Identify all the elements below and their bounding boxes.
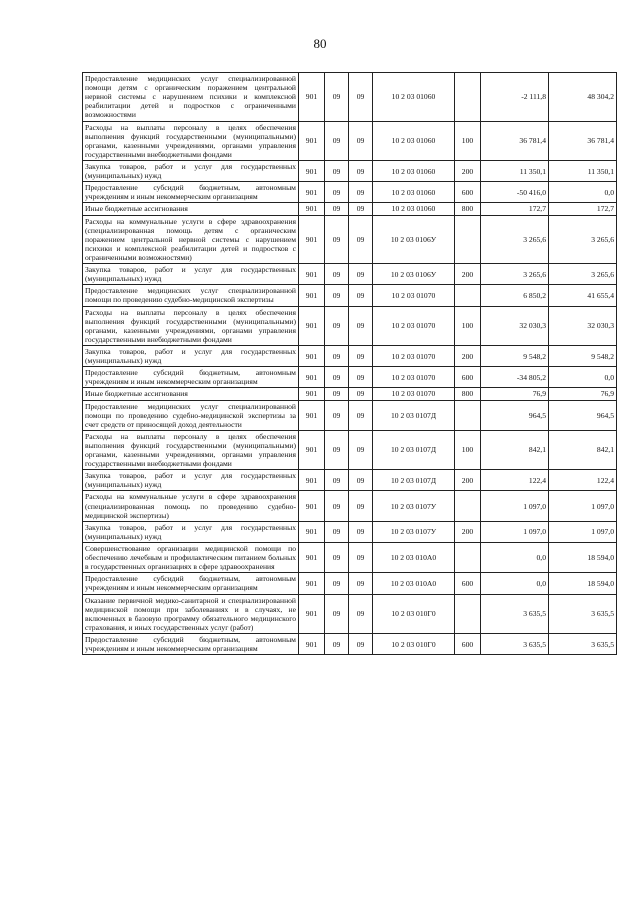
section-code-cell: 09 <box>325 400 349 430</box>
amount-change-cell: 0,0 <box>481 543 549 573</box>
table-row <box>83 285 617 306</box>
target-article-cell: 10 2 03 0107Д <box>373 430 455 469</box>
expense-type-cell: 100 <box>455 121 481 160</box>
subsection-code-cell: 09 <box>349 203 373 215</box>
table-row <box>83 215 617 264</box>
amount-total-cell: 18 594,0 <box>549 573 617 594</box>
amount-change-cell: 122,4 <box>481 470 549 491</box>
section-code-cell: 09 <box>325 543 349 573</box>
grbs-code-cell: 901 <box>299 367 325 388</box>
grbs-code-cell: 901 <box>299 521 325 542</box>
amount-change-cell: 3 265,6 <box>481 264 549 285</box>
grbs-code-cell: 901 <box>299 491 325 521</box>
expense-name-cell: Закупка товаров, работ и услуг для государственных (муниципальных) нужд <box>83 345 299 366</box>
expense-type-cell: 200 <box>455 264 481 285</box>
amount-total-cell: 3 265,6 <box>549 215 617 264</box>
grbs-code-cell: 901 <box>299 264 325 285</box>
target-article-cell: 10 2 03 010Г0 <box>373 634 455 655</box>
expense-name-cell: Предоставление медицинских услуг специализированной помощи по проведению судебно-медицинской экспертизы за счет средств от приносящей доход деятельности <box>83 400 299 430</box>
expense-name-cell: Расходы на выплаты персоналу в целях обеспечения выполнения функций государственными (муниципальными) органами, казенными учреждениями, органами управления государственными внебюджетными фондами <box>83 430 299 469</box>
amount-change-cell: 172,7 <box>481 203 549 215</box>
expense-name-cell: Закупка товаров, работ и услуг для государственных (муниципальных) нужд <box>83 160 299 181</box>
target-article-cell: 10 2 03 0107У <box>373 491 455 521</box>
grbs-code-cell: 901 <box>299 543 325 573</box>
amount-change-cell: 3 635,5 <box>481 594 549 633</box>
amount-total-cell: 9 548,2 <box>549 345 617 366</box>
amount-total-cell: 842,1 <box>549 430 617 469</box>
expense-name-cell: Иные бюджетные ассигнования <box>83 203 299 215</box>
section-code-cell: 09 <box>325 182 349 203</box>
amount-total-cell: 41 655,4 <box>549 285 617 306</box>
amount-total-cell: 0,0 <box>549 182 617 203</box>
grbs-code-cell: 901 <box>299 345 325 366</box>
grbs-code-cell: 901 <box>299 470 325 491</box>
target-article-cell: 10 2 03 01070 <box>373 388 455 400</box>
expense-type-cell: 600 <box>455 182 481 203</box>
subsection-code-cell: 09 <box>349 430 373 469</box>
expense-type-cell <box>455 215 481 264</box>
amount-change-cell: -2 111,8 <box>481 73 549 122</box>
table-row <box>83 543 617 573</box>
section-code-cell: 09 <box>325 367 349 388</box>
grbs-code-cell: 901 <box>299 121 325 160</box>
expense-type-cell <box>455 400 481 430</box>
amount-total-cell: 76,9 <box>549 388 617 400</box>
amount-change-cell: 6 850,2 <box>481 285 549 306</box>
amount-change-cell: 3 635,5 <box>481 634 549 655</box>
expense-type-cell: 100 <box>455 306 481 345</box>
amount-change-cell: 36 781,4 <box>481 121 549 160</box>
amount-total-cell: 172,7 <box>549 203 617 215</box>
page-number: 80 <box>313 36 327 51</box>
target-article-cell: 10 2 03 0107У <box>373 521 455 542</box>
table-row <box>83 73 617 122</box>
amount-total-cell: 36 781,4 <box>549 121 617 160</box>
grbs-code-cell: 901 <box>299 215 325 264</box>
section-code-cell: 09 <box>325 345 349 366</box>
section-code-cell: 09 <box>325 285 349 306</box>
amount-change-cell: 3 265,6 <box>481 215 549 264</box>
table-row <box>83 491 617 521</box>
amount-change-cell: -34 805,2 <box>481 367 549 388</box>
target-article-cell: 10 2 03 01070 <box>373 306 455 345</box>
subsection-code-cell: 09 <box>349 573 373 594</box>
amount-total-cell: 122,4 <box>549 470 617 491</box>
expense-type-cell: 600 <box>455 367 481 388</box>
section-code-cell: 09 <box>325 73 349 122</box>
budget-table <box>82 72 617 655</box>
target-article-cell: 10 2 03 010Г0 <box>373 594 455 633</box>
section-code-cell: 09 <box>325 594 349 633</box>
subsection-code-cell: 09 <box>349 543 373 573</box>
subsection-code-cell: 09 <box>349 182 373 203</box>
amount-change-cell: 76,9 <box>481 388 549 400</box>
section-code-cell: 09 <box>325 521 349 542</box>
target-article-cell: 10 2 03 010А0 <box>373 573 455 594</box>
table-row <box>83 470 617 491</box>
target-article-cell: 10 2 03 0106У <box>373 215 455 264</box>
expense-type-cell: 100 <box>455 430 481 469</box>
expense-name-cell: Предоставление субсидий бюджетным, автономным учреждениям и иным некоммерческим организациям <box>83 573 299 594</box>
subsection-code-cell: 09 <box>349 470 373 491</box>
grbs-code-cell: 901 <box>299 285 325 306</box>
expense-type-cell: 800 <box>455 203 481 215</box>
grbs-code-cell: 901 <box>299 400 325 430</box>
section-code-cell: 09 <box>325 430 349 469</box>
target-article-cell: 10 2 03 0106У <box>373 264 455 285</box>
grbs-code-cell: 901 <box>299 634 325 655</box>
subsection-code-cell: 09 <box>349 345 373 366</box>
amount-total-cell: 3 635,5 <box>549 634 617 655</box>
section-code-cell: 09 <box>325 573 349 594</box>
table-row <box>83 203 617 215</box>
expense-name-cell: Расходы на выплаты персоналу в целях обеспечения выполнения функций государственными (муниципальными) органами, казенными учреждениями, органами управления государственными внебюджетными фондами <box>83 121 299 160</box>
expense-name-cell: Совершенствование организации медицинской помощи по обеспечению лечебным и профилактическим питанием больных в государственных организациях в сфере здравоохранения <box>83 543 299 573</box>
target-article-cell: 10 2 03 0107Д <box>373 470 455 491</box>
subsection-code-cell: 09 <box>349 160 373 181</box>
table-row <box>83 121 617 160</box>
expense-type-cell: 200 <box>455 521 481 542</box>
section-code-cell: 09 <box>325 470 349 491</box>
target-article-cell: 10 2 03 01060 <box>373 121 455 160</box>
target-article-cell: 10 2 03 01060 <box>373 73 455 122</box>
grbs-code-cell: 901 <box>299 388 325 400</box>
table-row <box>83 430 617 469</box>
section-code-cell: 09 <box>325 264 349 285</box>
subsection-code-cell: 09 <box>349 594 373 633</box>
target-article-cell: 10 2 03 01060 <box>373 160 455 181</box>
expense-type-cell <box>455 73 481 122</box>
amount-change-cell: 0,0 <box>481 573 549 594</box>
amount-change-cell: 1 097,0 <box>481 521 549 542</box>
subsection-code-cell: 09 <box>349 215 373 264</box>
amount-change-cell: 9 548,2 <box>481 345 549 366</box>
subsection-code-cell: 09 <box>349 306 373 345</box>
expense-type-cell <box>455 543 481 573</box>
expense-name-cell: Иные бюджетные ассигнования <box>83 388 299 400</box>
amount-total-cell: 32 030,3 <box>549 306 617 345</box>
subsection-code-cell: 09 <box>349 400 373 430</box>
subsection-code-cell: 09 <box>349 121 373 160</box>
amount-change-cell: 1 097,0 <box>481 491 549 521</box>
expense-type-cell: 200 <box>455 470 481 491</box>
grbs-code-cell: 901 <box>299 430 325 469</box>
expense-name-cell: Предоставление субсидий бюджетным, автономным учреждениям и иным некоммерческим организациям <box>83 634 299 655</box>
section-code-cell: 09 <box>325 388 349 400</box>
expense-name-cell: Закупка товаров, работ и услуг для государственных (муниципальных) нужд <box>83 521 299 542</box>
subsection-code-cell: 09 <box>349 264 373 285</box>
table-row <box>83 345 617 366</box>
amount-change-cell: 842,1 <box>481 430 549 469</box>
subsection-code-cell: 09 <box>349 73 373 122</box>
expense-type-cell <box>455 285 481 306</box>
section-code-cell: 09 <box>325 634 349 655</box>
grbs-code-cell: 901 <box>299 594 325 633</box>
target-article-cell: 10 2 03 010А0 <box>373 543 455 573</box>
expense-type-cell: 200 <box>455 160 481 181</box>
table-row <box>83 594 617 633</box>
table-row <box>83 521 617 542</box>
table-row <box>83 306 617 345</box>
amount-total-cell: 3 265,6 <box>549 264 617 285</box>
target-article-cell: 10 2 03 01070 <box>373 367 455 388</box>
amount-change-cell: 964,5 <box>481 400 549 430</box>
table-row <box>83 367 617 388</box>
expense-type-cell <box>455 594 481 633</box>
grbs-code-cell: 901 <box>299 306 325 345</box>
grbs-code-cell: 901 <box>299 160 325 181</box>
grbs-code-cell: 901 <box>299 182 325 203</box>
subsection-code-cell: 09 <box>349 491 373 521</box>
expense-name-cell: Расходы на коммунальные услуги в сфере здравоохранения (специализированная помощь детям с органическим поражением центральной нервной системы с нарушением психики и комплексной реабилитации детей и подростков с ограниченными возможностями) <box>83 215 299 264</box>
table-row <box>83 160 617 181</box>
amount-total-cell: 3 635,5 <box>549 594 617 633</box>
expense-name-cell: Предоставление субсидий бюджетным, автономным учреждениям и иным некоммерческим организациям <box>83 182 299 203</box>
section-code-cell: 09 <box>325 491 349 521</box>
subsection-code-cell: 09 <box>349 634 373 655</box>
amount-change-cell: -50 416,0 <box>481 182 549 203</box>
section-code-cell: 09 <box>325 121 349 160</box>
grbs-code-cell: 901 <box>299 573 325 594</box>
grbs-code-cell: 901 <box>299 73 325 122</box>
expense-name-cell: Предоставление медицинских услуг специализированной помощи детям с органическим поражением центральной нервной системы с нарушением психики и комплексной реабилитации детей и подростков с ограниченными возможностями <box>83 73 299 122</box>
target-article-cell: 10 2 03 0107Д <box>373 400 455 430</box>
subsection-code-cell: 09 <box>349 388 373 400</box>
expense-type-cell: 200 <box>455 345 481 366</box>
amount-total-cell: 11 350,1 <box>549 160 617 181</box>
table-row <box>83 264 617 285</box>
expense-type-cell: 600 <box>455 573 481 594</box>
amount-total-cell: 0,0 <box>549 367 617 388</box>
expense-type-cell <box>455 491 481 521</box>
table-row <box>83 573 617 594</box>
amount-total-cell: 964,5 <box>549 400 617 430</box>
section-code-cell: 09 <box>325 306 349 345</box>
target-article-cell: 10 2 03 01070 <box>373 285 455 306</box>
expense-name-cell: Оказание первичной медико-санитарной и специализированной медицинской помощи при заболеваниях и в случаях, не включенных в базовую программу обязательного медицинского страхования, и иных государственных услуг (работ) <box>83 594 299 633</box>
target-article-cell: 10 2 03 01060 <box>373 203 455 215</box>
amount-total-cell: 1 097,0 <box>549 491 617 521</box>
table-row <box>83 400 617 430</box>
amount-total-cell: 1 097,0 <box>549 521 617 542</box>
amount-change-cell: 32 030,3 <box>481 306 549 345</box>
table-row <box>83 182 617 203</box>
expense-type-cell: 600 <box>455 634 481 655</box>
subsection-code-cell: 09 <box>349 285 373 306</box>
subsection-code-cell: 09 <box>349 367 373 388</box>
grbs-code-cell: 901 <box>299 203 325 215</box>
target-article-cell: 10 2 03 01060 <box>373 182 455 203</box>
amount-total-cell: 48 304,2 <box>549 73 617 122</box>
expense-name-cell: Предоставление медицинских услуг специализированной помощи по проведению судебно-медицинской экспертизы <box>83 285 299 306</box>
expense-name-cell: Закупка товаров, работ и услуг для государственных (муниципальных) нужд <box>83 264 299 285</box>
subsection-code-cell: 09 <box>349 521 373 542</box>
table-body <box>83 73 617 655</box>
expense-name-cell: Расходы на коммунальные услуги в сфере здравоохранения (специализированная помощь по проведению судебно-медицинской экспертизы) <box>83 491 299 521</box>
section-code-cell: 09 <box>325 203 349 215</box>
target-article-cell: 10 2 03 01070 <box>373 345 455 366</box>
section-code-cell: 09 <box>325 215 349 264</box>
expense-name-cell: Закупка товаров, работ и услуг для государственных (муниципальных) нужд <box>83 470 299 491</box>
amount-total-cell: 18 594,0 <box>549 543 617 573</box>
table-row <box>83 634 617 655</box>
table-row <box>83 388 617 400</box>
expense-name-cell: Расходы на выплаты персоналу в целях обеспечения выполнения функций государственными (муниципальными) органами, казенными учреждениями, органами управления государственными внебюджетными фондами <box>83 306 299 345</box>
amount-change-cell: 11 350,1 <box>481 160 549 181</box>
section-code-cell: 09 <box>325 160 349 181</box>
expense-name-cell: Предоставление субсидий бюджетным, автономным учреждениям и иным некоммерческим организациям <box>83 367 299 388</box>
expense-type-cell: 800 <box>455 388 481 400</box>
